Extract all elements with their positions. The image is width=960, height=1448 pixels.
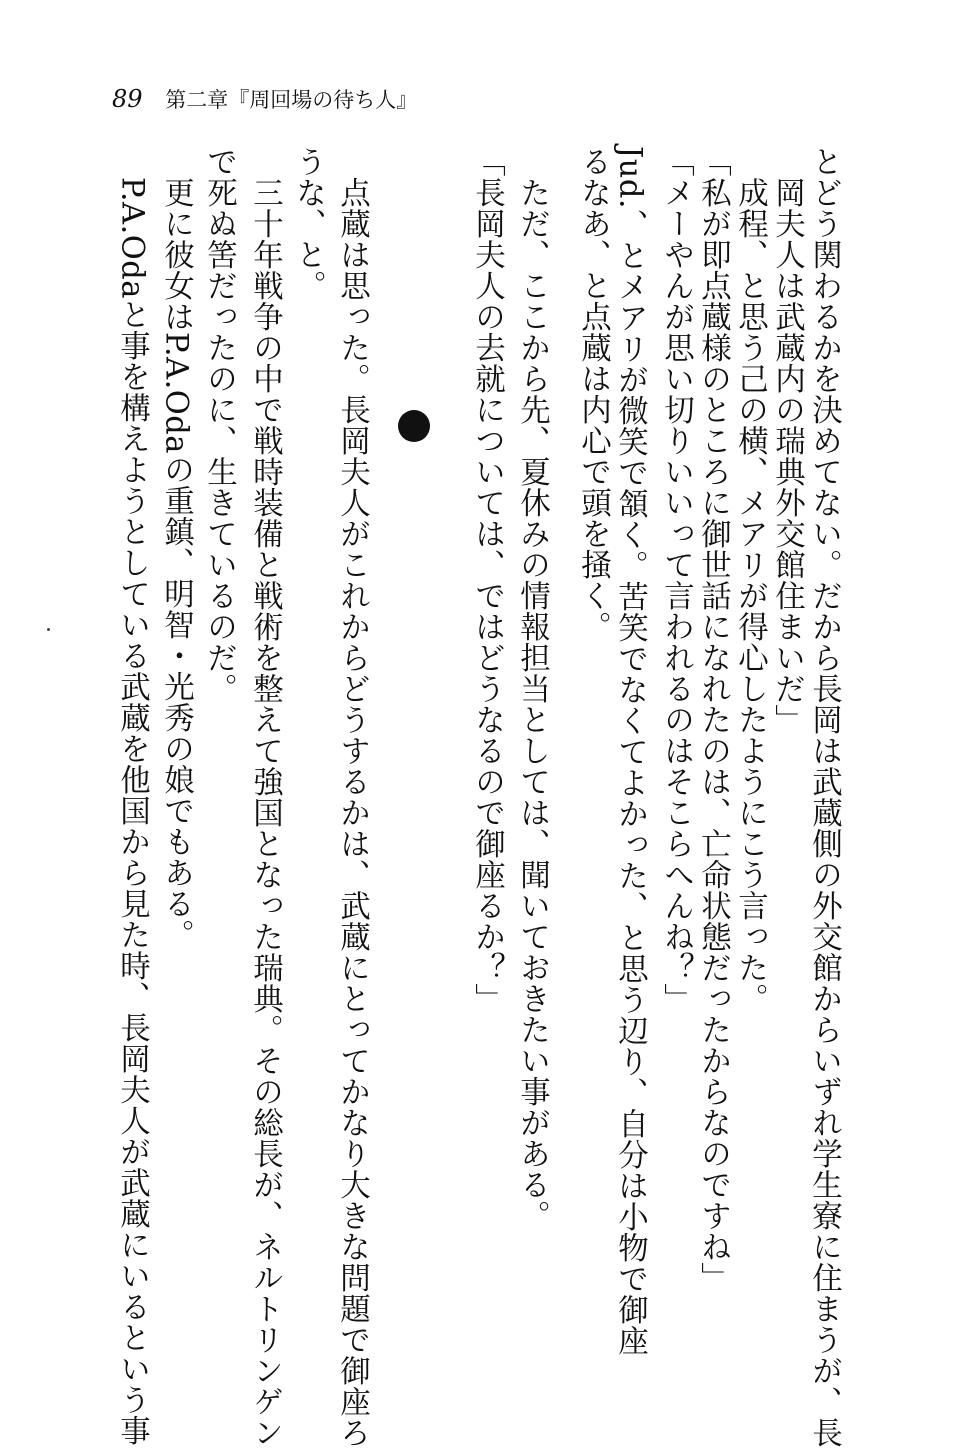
text-line: うな、と。 bbox=[290, 146, 326, 301]
text-line: 成程、と思う己の横、メアリが得心したようにこう言った。 bbox=[732, 177, 768, 1014]
running-header bbox=[112, 84, 417, 114]
page-number: 89 bbox=[112, 85, 143, 113]
text-line: で死ぬ筈だったのに、生きているのだ。 bbox=[201, 146, 237, 704]
text-line: Jud.、とメアリが微笑で頷く。苦笑でなくてよかった、と思う辺り、自分は小物で御座 bbox=[612, 146, 648, 1357]
text-line: 岡夫人は武蔵内の瑞典外交館住まいだ」 bbox=[769, 177, 805, 735]
text-line: 「長岡夫人の去就については、ではどうなるので御座るか？」 bbox=[469, 146, 505, 1014]
text-line: 「私が即点蔵様のところに御世話になれたのは、亡命状態だったからなのですね」 bbox=[695, 146, 731, 1293]
text-line: るなあ、と点蔵は内心で頭を掻く。 bbox=[575, 146, 611, 642]
text-line: とどう関わるかを決めてない。だから長岡は武蔵側の外交館からいずれ学生寮に住まうが、長 bbox=[806, 146, 842, 1448]
text-line: 三十年戦争の中で戦時装備と戦術を整えて強国となった瑞典。その総長が、ネルトリンゲン bbox=[247, 177, 283, 1448]
text-line: ただ、ここから先、夏休みの情報担当としては、聞いておきたい事がある。 bbox=[514, 177, 550, 1231]
text-line: 点蔵は思った。長岡夫人がこれからどうするかは、武蔵にとってかなり大きな問題で御座ろ bbox=[334, 177, 370, 1448]
text-line: P.A.Odaと事を構えようとしている武蔵を他国から見た時、長岡夫人が武蔵にいるという事 bbox=[114, 177, 150, 1446]
scan-speck bbox=[47, 628, 50, 631]
section-separator-dot bbox=[398, 410, 430, 442]
chapter-title: 第二章『周回場の待ち人』 bbox=[165, 88, 418, 112]
text-line: 更に彼女はP.A.Odaの重鎮、明智・光秀の娘でもある。 bbox=[158, 177, 194, 950]
text-line: 「メーやんが思い切りいいって言われるのはそこらへんね？」 bbox=[658, 146, 694, 1014]
